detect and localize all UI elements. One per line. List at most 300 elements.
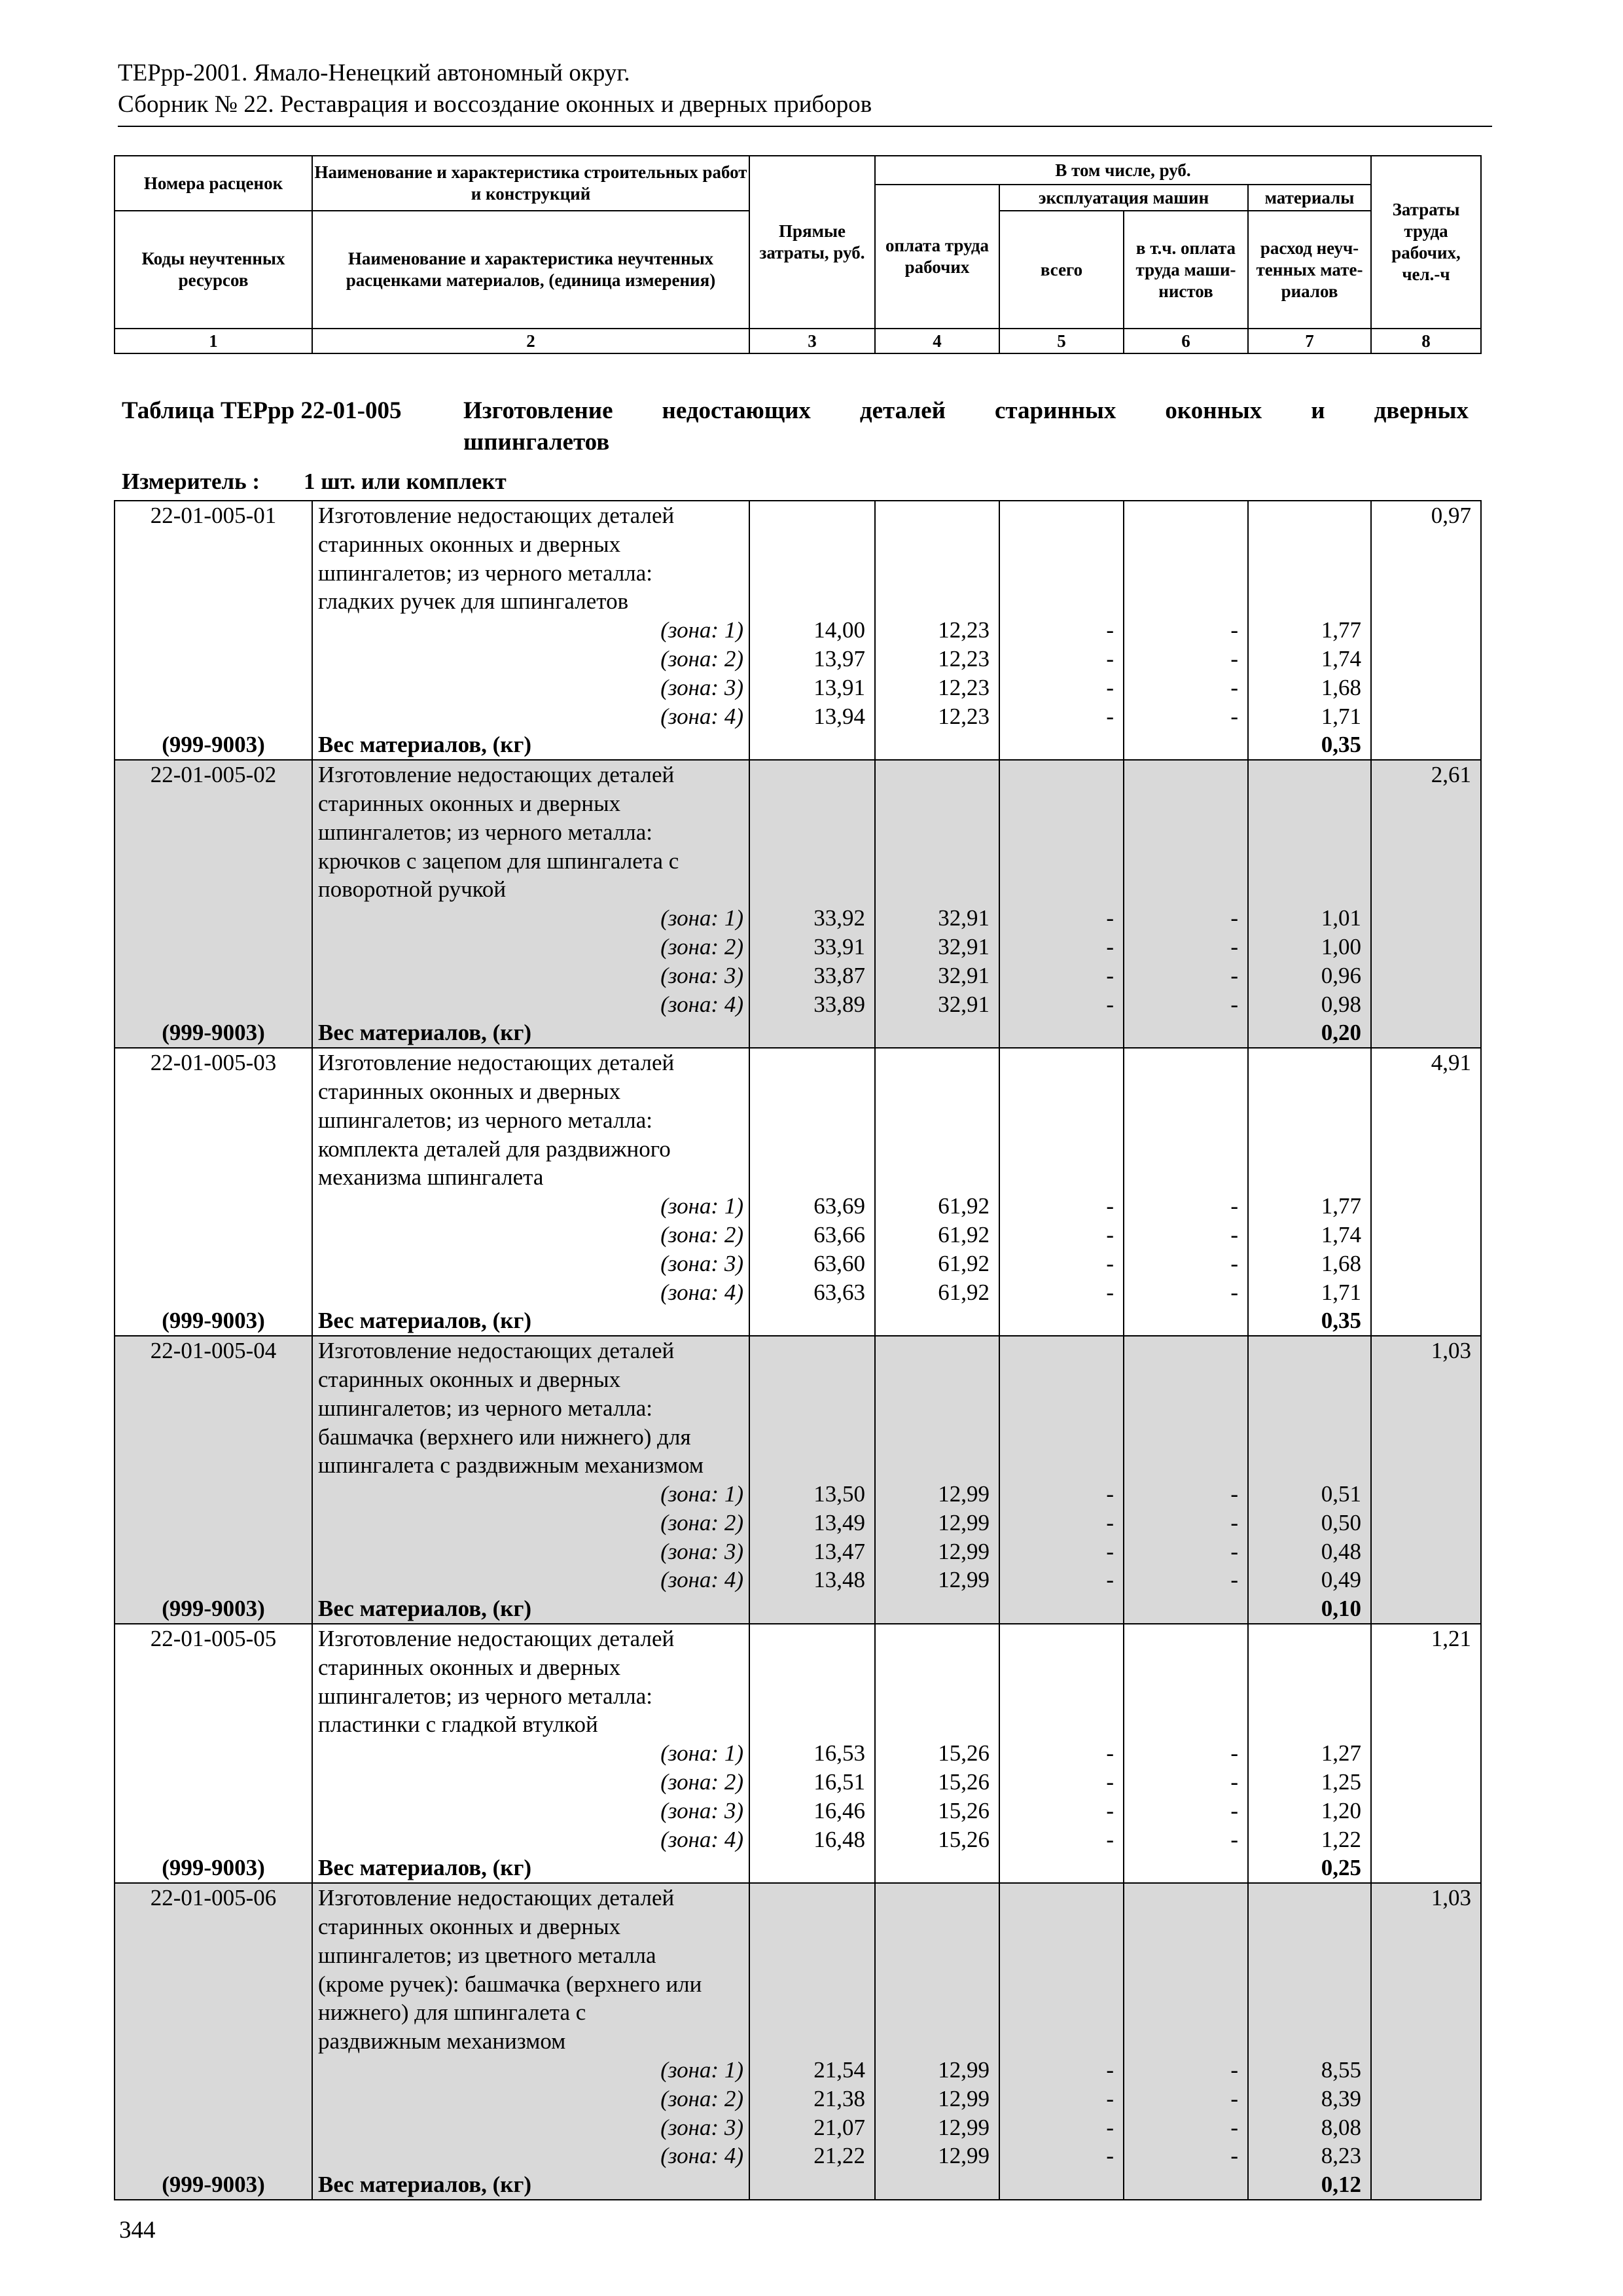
- empty-cell: [1124, 1970, 1248, 1999]
- resource-row: [115, 1854, 1481, 1883]
- materials-value: 0,49: [1248, 1566, 1371, 1594]
- empty-cell: [1371, 730, 1481, 760]
- empty-cell: [1248, 1394, 1371, 1423]
- materials-value: 1,71: [1248, 1278, 1371, 1307]
- labor-cell: [1371, 1451, 1481, 1480]
- empty-cell: [999, 847, 1124, 876]
- empty-cell: [875, 587, 999, 616]
- empty-cell: [875, 2027, 999, 2056]
- empty-cell: [999, 1854, 1124, 1883]
- col-number: 2: [312, 329, 749, 353]
- rate-code-cell: [115, 1423, 312, 1452]
- rate-desc-line: старинных оконных и дверных: [312, 789, 749, 818]
- empty-cell: [749, 1970, 875, 1999]
- zone-label: (зона: 2): [312, 1768, 749, 1797]
- materials-value: 1,71: [1248, 702, 1371, 731]
- empty-cell: [1371, 1854, 1481, 1883]
- empty-cell: [1371, 1221, 1481, 1249]
- zone-row: [115, 1797, 1481, 1825]
- rate-desc-line: старинных оконных и дверных: [312, 1077, 749, 1106]
- col-including: В том числе, руб.: [875, 156, 1371, 185]
- labor-cell: [1371, 1135, 1481, 1164]
- zone-row: [115, 1768, 1481, 1797]
- empty-cell: [1124, 760, 1248, 789]
- page-number: 344: [119, 2217, 156, 2244]
- wages-value: 12,23: [875, 616, 999, 645]
- zone-label: (зона: 1): [312, 904, 749, 933]
- materials-value: 0,96: [1248, 961, 1371, 990]
- resource-row: [115, 2170, 1481, 2200]
- rate-desc-line: пластинки с гладкой втулкой: [312, 1710, 749, 1739]
- resource-code: (999-9003): [115, 1594, 312, 1624]
- rate-desc-row: [115, 789, 1481, 818]
- empty-cell: [115, 1537, 312, 1566]
- rate-desc-line: нижнего) для шпингалета с: [312, 1998, 749, 2027]
- wages-value: 15,26: [875, 1768, 999, 1797]
- resource-row: [115, 1594, 1481, 1624]
- materials-value: 1,74: [1248, 645, 1371, 673]
- rate-desc-row: [115, 2027, 1481, 2056]
- empty-cell: [999, 760, 1124, 789]
- empty-cell: [1371, 1480, 1481, 1509]
- empty-cell: [115, 2056, 312, 2085]
- empty-cell: [1248, 1077, 1371, 1106]
- wages-value: 12,99: [875, 2142, 999, 2170]
- rate-desc-row: [115, 847, 1481, 876]
- rate-code-cell: [115, 1077, 312, 1106]
- empty-cell: [1248, 1106, 1371, 1135]
- labor-cell: [1371, 818, 1481, 847]
- empty-cell: [875, 818, 999, 847]
- empty-cell: [1371, 1797, 1481, 1825]
- zone-row: [115, 702, 1481, 731]
- wages-value: 12,99: [875, 2056, 999, 2085]
- wages-value: 61,92: [875, 1221, 999, 1249]
- wages-value: 12,99: [875, 2113, 999, 2142]
- empty-cell: [1248, 1682, 1371, 1711]
- empty-cell: [1248, 1624, 1371, 1653]
- empty-cell: [749, 530, 875, 559]
- empty-cell: [749, 1394, 875, 1423]
- resource-code: (999-9003): [115, 730, 312, 760]
- empty-cell: [1248, 1336, 1371, 1365]
- wages-value: 12,99: [875, 2085, 999, 2113]
- empty-cell: [999, 1710, 1124, 1739]
- empty-cell: [999, 1394, 1124, 1423]
- rate-code-cell: 22-01-005-02: [115, 760, 312, 789]
- empty-cell: [1248, 1135, 1371, 1164]
- zone-label: (зона: 2): [312, 2085, 749, 2113]
- labor-cell: [1371, 1998, 1481, 2027]
- empty-cell: [999, 1624, 1124, 1653]
- zone-label: (зона: 4): [312, 1825, 749, 1854]
- resource-value: 0,10: [1248, 1594, 1371, 1624]
- rate-desc-line: Изготовление недостающих деталей: [312, 1048, 749, 1077]
- direct-cost-value: 13,48: [749, 1566, 875, 1594]
- machinist-wages-value: -: [1124, 702, 1248, 731]
- labor-cell: [1371, 1077, 1481, 1106]
- rate-desc-line: старинных оконных и дверных: [312, 1365, 749, 1394]
- machines-value: -: [999, 1509, 1124, 1537]
- empty-cell: [999, 1306, 1124, 1336]
- rate-code-cell: [115, 1163, 312, 1192]
- materials-value: 1,01: [1248, 904, 1371, 933]
- empty-cell: [115, 2113, 312, 2142]
- rate-desc-row: [115, 587, 1481, 616]
- rate-desc-row: [115, 1135, 1481, 1164]
- empty-cell: [1371, 904, 1481, 933]
- empty-cell: [749, 587, 875, 616]
- machinist-wages-value: -: [1124, 2113, 1248, 2142]
- empty-cell: [115, 702, 312, 731]
- direct-cost-value: 13,94: [749, 702, 875, 731]
- rate-code-cell: [115, 530, 312, 559]
- zone-label: (зона: 3): [312, 1537, 749, 1566]
- rate-desc-row: [115, 1163, 1481, 1192]
- machines-value: -: [999, 616, 1124, 645]
- empty-cell: [875, 1365, 999, 1394]
- empty-cell: [749, 1018, 875, 1048]
- empty-cell: [875, 559, 999, 588]
- empty-cell: [1248, 789, 1371, 818]
- resource-row: [115, 1306, 1481, 1336]
- col-direct-costs: Прямые затраты, руб.: [749, 156, 875, 329]
- empty-cell: [1248, 818, 1371, 847]
- direct-cost-value: 13,91: [749, 673, 875, 702]
- empty-cell: [1248, 1710, 1371, 1739]
- empty-cell: [1248, 1883, 1371, 1912]
- empty-cell: [1371, 933, 1481, 961]
- resource-code: (999-9003): [115, 1306, 312, 1336]
- rate-desc-row: [115, 1336, 1481, 1365]
- col-materials-consumption: расход неуч-тенных мате-риалов: [1248, 211, 1371, 329]
- machines-value: -: [999, 673, 1124, 702]
- col-number: 3: [749, 329, 875, 353]
- rate-desc-line: комплекта деталей для раздвижного: [312, 1135, 749, 1164]
- empty-cell: [1371, 1249, 1481, 1278]
- header-rule: [118, 126, 1492, 127]
- zone-row: [115, 645, 1481, 673]
- empty-cell: [1124, 1106, 1248, 1135]
- rate-desc-line: шпингалетов; из цветного металла: [312, 1941, 749, 1970]
- rate-desc-row: [115, 1883, 1481, 1912]
- rate-desc-row: [115, 559, 1481, 588]
- materials-value: 8,23: [1248, 2142, 1371, 2170]
- rate-code-cell: [115, 1682, 312, 1711]
- zone-label: (зона: 2): [312, 1221, 749, 1249]
- direct-cost-value: 13,49: [749, 1509, 875, 1537]
- machines-value: -: [999, 933, 1124, 961]
- direct-cost-value: 33,91: [749, 933, 875, 961]
- materials-value: 0,50: [1248, 1509, 1371, 1537]
- empty-cell: [749, 1653, 875, 1682]
- empty-cell: [1124, 875, 1248, 904]
- col-rate-numbers: Номера расценок: [115, 156, 312, 211]
- empty-cell: [1248, 875, 1371, 904]
- empty-cell: [115, 1768, 312, 1797]
- empty-cell: [1124, 559, 1248, 588]
- empty-cell: [875, 530, 999, 559]
- empty-cell: [875, 1594, 999, 1624]
- labor-cell: [1371, 559, 1481, 588]
- empty-cell: [115, 1249, 312, 1278]
- empty-cell: [749, 1135, 875, 1164]
- empty-cell: [1248, 1048, 1371, 1077]
- machines-value: -: [999, 1566, 1124, 1594]
- rate-desc-row: [115, 1998, 1481, 2027]
- labor-cell: [1371, 1682, 1481, 1711]
- labor-cell: [1371, 1394, 1481, 1423]
- machines-value: -: [999, 1797, 1124, 1825]
- rate-code-cell: [115, 847, 312, 876]
- zone-row: [115, 2085, 1481, 2113]
- machines-value: -: [999, 702, 1124, 731]
- empty-cell: [1124, 1163, 1248, 1192]
- rate-desc-row: [115, 1451, 1481, 1480]
- resource-value: 0,35: [1248, 1306, 1371, 1336]
- rate-desc-row: [115, 1912, 1481, 1941]
- zone-row: [115, 961, 1481, 990]
- empty-cell: [1124, 1135, 1248, 1164]
- empty-cell: [875, 1624, 999, 1653]
- wages-value: 12,99: [875, 1566, 999, 1594]
- empty-cell: [1124, 2170, 1248, 2200]
- materials-value: 1,20: [1248, 1797, 1371, 1825]
- zone-row: [115, 1537, 1481, 1566]
- machines-value: -: [999, 1249, 1124, 1278]
- empty-cell: [1124, 2027, 1248, 2056]
- col-number: 4: [875, 329, 999, 353]
- machinist-wages-value: -: [1124, 673, 1248, 702]
- materials-value: 8,55: [1248, 2056, 1371, 2085]
- table-title-name-line2: шпингалетов: [463, 429, 610, 456]
- rate-desc-row: [115, 1077, 1481, 1106]
- machines-value: -: [999, 1537, 1124, 1566]
- rate-code-cell: 22-01-005-01: [115, 501, 312, 530]
- rate-desc-row: [115, 1048, 1481, 1077]
- machinist-wages-value: -: [1124, 2056, 1248, 2085]
- col-materials: материалы: [1248, 185, 1371, 211]
- direct-cost-value: 63,69: [749, 1192, 875, 1221]
- empty-cell: [999, 1883, 1124, 1912]
- machinist-wages-value: -: [1124, 1221, 1248, 1249]
- direct-cost-value: 33,92: [749, 904, 875, 933]
- materials-value: 8,39: [1248, 2085, 1371, 2113]
- zone-row: [115, 2113, 1481, 2142]
- rate-desc-row: [115, 1624, 1481, 1653]
- resource-name: Вес материалов, (кг): [312, 1594, 749, 1624]
- rate-desc-line: поворотной ручкой: [312, 875, 749, 904]
- rate-code-cell: [115, 1106, 312, 1135]
- zone-row: [115, 673, 1481, 702]
- empty-cell: [999, 818, 1124, 847]
- empty-cell: [999, 530, 1124, 559]
- rate-code-cell: [115, 1365, 312, 1394]
- machines-value: -: [999, 2113, 1124, 2142]
- zone-row: [115, 904, 1481, 933]
- labor-cell: [1371, 789, 1481, 818]
- empty-cell: [1371, 1594, 1481, 1624]
- zone-row: [115, 1509, 1481, 1537]
- empty-cell: [749, 1423, 875, 1452]
- empty-cell: [999, 1653, 1124, 1682]
- empty-cell: [999, 789, 1124, 818]
- empty-cell: [749, 847, 875, 876]
- rate-desc-row: [115, 875, 1481, 904]
- empty-cell: [115, 1221, 312, 1249]
- empty-cell: [875, 2170, 999, 2200]
- empty-cell: [115, 1278, 312, 1307]
- empty-cell: [749, 1365, 875, 1394]
- direct-cost-value: 21,38: [749, 2085, 875, 2113]
- machinist-wages-value: -: [1124, 1192, 1248, 1221]
- rates-table: [114, 500, 1482, 2200]
- zone-label: (зона: 4): [312, 2142, 749, 2170]
- resource-name: Вес материалов, (кг): [312, 1018, 749, 1048]
- empty-cell: [1371, 1306, 1481, 1336]
- rate-desc-row: [115, 818, 1481, 847]
- col-wages: оплата труда рабочих: [875, 185, 999, 329]
- empty-cell: [749, 1106, 875, 1135]
- rate-block: [115, 1336, 1481, 1624]
- zone-row: [115, 1480, 1481, 1509]
- rate-desc-line: Изготовление недостающих деталей: [312, 1336, 749, 1365]
- resource-value: 0,35: [1248, 730, 1371, 760]
- col-number: 6: [1124, 329, 1248, 353]
- empty-cell: [1248, 1912, 1371, 1941]
- materials-value: 1,77: [1248, 616, 1371, 645]
- empty-cell: [999, 587, 1124, 616]
- rate-desc-row: [115, 530, 1481, 559]
- rate-block: [115, 1624, 1481, 1883]
- rate-desc-line: Изготовление недостающих деталей: [312, 501, 749, 530]
- empty-cell: [749, 2170, 875, 2200]
- empty-cell: [749, 1883, 875, 1912]
- wages-value: 12,99: [875, 1480, 999, 1509]
- empty-cell: [1124, 789, 1248, 818]
- empty-cell: [1124, 1451, 1248, 1480]
- wages-value: 32,91: [875, 904, 999, 933]
- col-work-name: Наименование и характеристика строительных работ и конструкций: [312, 156, 749, 211]
- resource-name: Вес материалов, (кг): [312, 1854, 749, 1883]
- rate-desc-line: шпингалетов; из черного металла:: [312, 1682, 749, 1711]
- rate-code-cell: [115, 1451, 312, 1480]
- empty-cell: [1371, 1509, 1481, 1537]
- empty-cell: [1248, 1163, 1371, 1192]
- direct-cost-value: 21,22: [749, 2142, 875, 2170]
- rate-desc-line: шпингалетов; из черного металла:: [312, 1394, 749, 1423]
- empty-cell: [1124, 1710, 1248, 1739]
- empty-cell: [999, 1048, 1124, 1077]
- col-machines: эксплуатация машин: [999, 185, 1248, 211]
- empty-cell: [1248, 1653, 1371, 1682]
- empty-cell: [115, 1825, 312, 1854]
- empty-cell: [1371, 1192, 1481, 1221]
- empty-cell: [1248, 1365, 1371, 1394]
- zone-row: [115, 2056, 1481, 2085]
- resource-row: [115, 730, 1481, 760]
- empty-cell: [1371, 1825, 1481, 1854]
- machinist-wages-value: -: [1124, 616, 1248, 645]
- labor-cell: [1371, 530, 1481, 559]
- empty-cell: [749, 1854, 875, 1883]
- empty-cell: [1371, 2085, 1481, 2113]
- empty-cell: [1124, 1423, 1248, 1452]
- empty-cell: [1124, 1682, 1248, 1711]
- empty-cell: [999, 1682, 1124, 1711]
- empty-cell: [999, 1594, 1124, 1624]
- labor-cell: [1371, 587, 1481, 616]
- machines-value: -: [999, 1278, 1124, 1307]
- rate-code-cell: [115, 818, 312, 847]
- machines-value: -: [999, 961, 1124, 990]
- machinist-wages-value: -: [1124, 2085, 1248, 2113]
- empty-cell: [749, 875, 875, 904]
- machinist-wages-value: -: [1124, 645, 1248, 673]
- empty-cell: [875, 1941, 999, 1970]
- rate-desc-line: шпингалетов; из черного металла:: [312, 1106, 749, 1135]
- zone-label: (зона: 2): [312, 645, 749, 673]
- empty-cell: [1371, 2113, 1481, 2142]
- empty-cell: [1248, 1970, 1371, 1999]
- rate-block: [115, 1883, 1481, 2200]
- col-number: 5: [999, 329, 1124, 353]
- zone-row: [115, 990, 1481, 1019]
- labor-cell: [1371, 1423, 1481, 1452]
- materials-value: 1,25: [1248, 1768, 1371, 1797]
- empty-cell: [1248, 1451, 1371, 1480]
- rate-desc-line: механизма шпингалета: [312, 1163, 749, 1192]
- empty-cell: [1248, 1998, 1371, 2027]
- empty-cell: [1371, 673, 1481, 702]
- col-material-name: Наименование и характеристика неучтенных расценками материалов, (единица измерения): [312, 211, 749, 329]
- machinist-wages-value: -: [1124, 933, 1248, 961]
- wages-value: 12,23: [875, 702, 999, 731]
- wages-value: 15,26: [875, 1797, 999, 1825]
- empty-cell: [1124, 1998, 1248, 2027]
- direct-cost-value: 14,00: [749, 616, 875, 645]
- materials-value: 1,68: [1248, 1249, 1371, 1278]
- empty-cell: [115, 645, 312, 673]
- empty-cell: [1371, 1278, 1481, 1307]
- empty-cell: [115, 1480, 312, 1509]
- rate-block: [115, 1048, 1481, 1336]
- empty-cell: [875, 1106, 999, 1135]
- machines-value: -: [999, 2085, 1124, 2113]
- direct-cost-value: 13,50: [749, 1480, 875, 1509]
- zone-label: (зона: 1): [312, 616, 749, 645]
- direct-cost-value: 63,66: [749, 1221, 875, 1249]
- rate-desc-line: Изготовление недостающих деталей: [312, 760, 749, 789]
- direct-cost-value: 16,53: [749, 1739, 875, 1768]
- empty-cell: [875, 1451, 999, 1480]
- header-line-1: ТЕРрр-2001. Ямало-Ненецкий автономный округ.: [118, 60, 630, 86]
- labor-cell: [1371, 1365, 1481, 1394]
- wages-value: 32,91: [875, 990, 999, 1019]
- empty-cell: [1124, 1941, 1248, 1970]
- rate-desc-row: [115, 760, 1481, 789]
- table-title-name-line1: Изготовление недостающих деталей старинных оконных и дверных: [463, 397, 1469, 424]
- column-header-table: [114, 155, 1482, 354]
- unit-value: 1 шт. или комплект: [304, 469, 507, 494]
- empty-cell: [1248, 587, 1371, 616]
- rate-desc-row: [115, 1423, 1481, 1452]
- materials-value: 8,08: [1248, 2113, 1371, 2142]
- rate-desc-row: [115, 501, 1481, 530]
- empty-cell: [1371, 2142, 1481, 2170]
- empty-cell: [115, 990, 312, 1019]
- empty-cell: [749, 1912, 875, 1941]
